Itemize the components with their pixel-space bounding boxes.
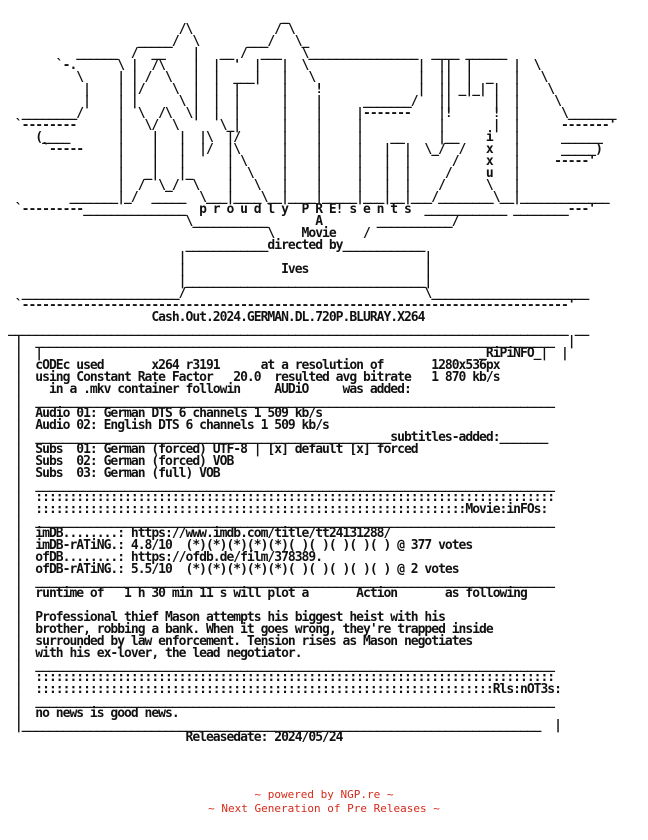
footer-tagline: ~ Next Generation of Pre Releases ~	[208, 802, 440, 815]
footer	[0, 788, 648, 816]
footer-powered-by: ~ powered by NGP.re ~	[254, 788, 394, 801]
nfo-ascii-document: _ /\ / \ _____/ \ ___/ \_ ______ / __ | __ / ___ \________________ ____ ______ `-. \ | /\ | | ' | | \ | || | | \ \ | | / \ | | ___| | \ | || | _ | \ | | |/ \ | | | | ! | || _|_| | | \ | | | \ | | | | | _______/ || | | \ ________/ | \ /\ \| | | | | |------- |! ! | \_______ `-------- | \/ \ \_| | | | | | | -------' (____ | | | |\ |/ | | | __ |__ i | ______ `----- | | | |/ |\ | | | | | \_/ / x | _____) | | | | \ | | | | | / x | -----' | _| |_ | \ | | | | | / u | | / \_/ \ | \ | | | | | / \ | _______|_/ _____ \___|____\__|____|_____|___|__|___/________\__|_____________ `---------_______________ p r o u d l y P R E! s e n t s ____________ ________---' \___________ A ___________/ \ Movie / ____________directed by____________ | | | Ives | |___________________________________| _______________________/ \_______________________ `--------------------------------------------------------------------------------' Cash.Out.2024.GERMAN.DL.720P.BLURAY.X264 __________________________________________________________________________________ __ | ____________________________________________________________________________ | | | _RiPiNFO_| | | cODEc used x264 r3191 at a resolution of 1280x536px | using Constant Rate Factor 20.0 resulted avg bitrate 1 870 kb/s | in a .mkv container followin AUDiO was added: | ____________________________________________________________________________ | Audio 01: German DTS 6 channels 1 509 kb/s | Audio 02: English DTS 6 channels 1 509 kb/s | ____________________________________________________subtitles-added:_______ | Subs 01: German (forced) UTF-8 | [x] default [x] forced | Subs 02: German (forced) VOB | Subs 03: German (full) VOB | ____________________________________________________________________________ | :::::::::::::::::::::::::::::::::::::::::::::::::::::::::::::::::::::::::::: | :::::::::::::::::::::::::::::::::::::::::::::::::::::::::::::::Movie:inFOs: | ____________________________________________________________________________ | imDB........: https://www.imdb.com/title/tt24131288/ | imDB-rATiNG.: 4.8/10 (*)(*)(*)(*)(*)( )( )( )( )( ) @ 377 votes | ofDB........: https://ofdb.de/film/378389. | ofDB-rATiNG.: 5.5/10 (*)(*)(*)(*)(*)( )( )( )( )( ) @ 2 votes | ____________________________________________________________________________ | runtime of 1 h 30 min 11 s will plot a Action as following | | Professional thief Mason attempts his biggest heist with his | brother, robbing a bank. When it goes wrong, they're trapped inside | surrounded by law enforcement. Tension rises as Mason negotiates | with his ex-lover, the lead negotiator. | ____________________________________________________________________________ | :::::::::::::::::::::::::::::::::::::::::::::::::::::::::::::::::::::::::::: | :::::::::::::::::::::::::::::::::::::::::::::::::::::::::::::::::::Rls:nOT3s: | ____________________________________________________________________________ | no news is good news. |____________________________________________________________________________ | Releasedate: 2024/05/24	[8, 10, 616, 745]
